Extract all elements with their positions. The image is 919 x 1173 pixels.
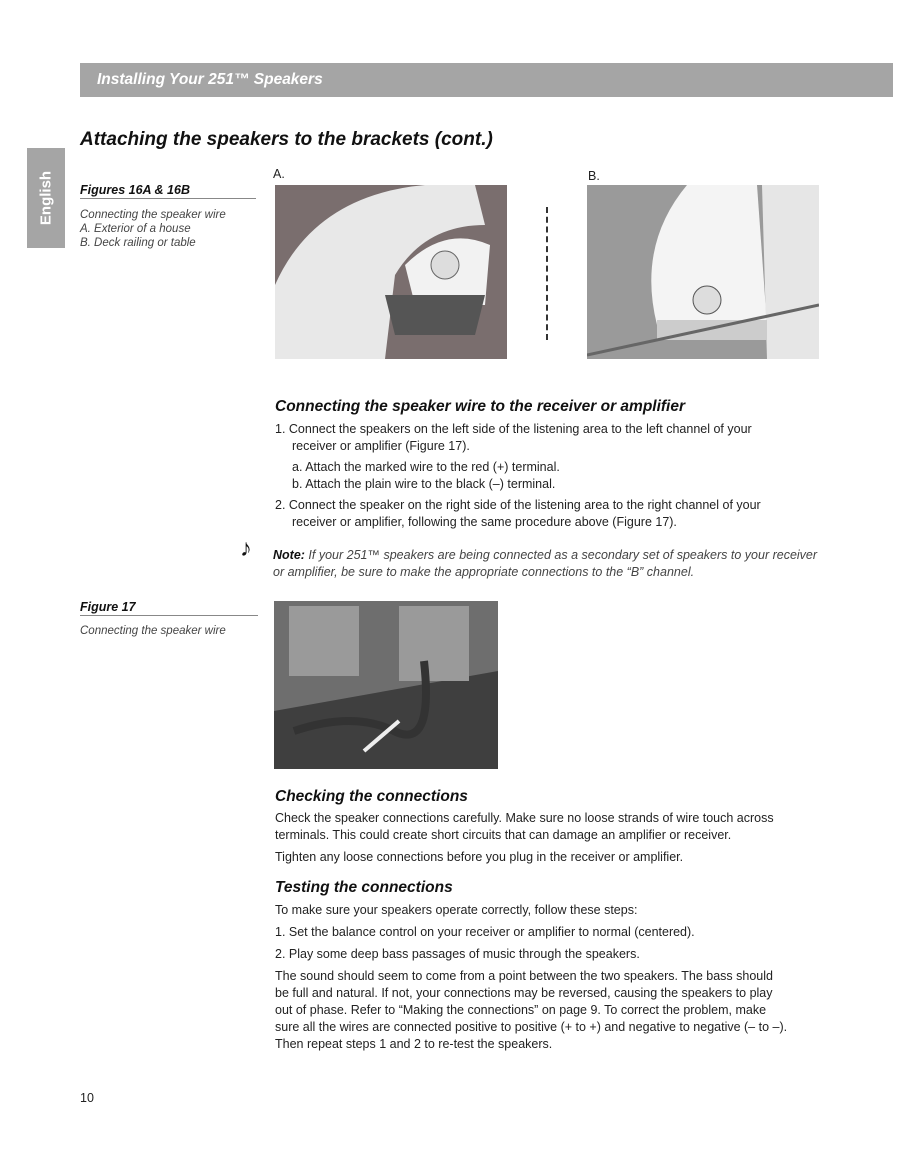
section-header xyxy=(80,63,893,97)
testing-heading: Testing the connections xyxy=(275,879,453,896)
note-text: or amplifier, be sure to make the appropriate connections to the “B” channel. xyxy=(273,565,695,579)
figure-16a-image xyxy=(275,185,507,359)
note-label: Note: xyxy=(273,548,305,562)
caption-line: Connecting the speaker wire xyxy=(80,209,226,221)
section-header-title: Installing Your 251™ Speakers xyxy=(97,71,323,88)
caption-line: B. Deck railing or table xyxy=(80,237,196,249)
language-tab-label: English xyxy=(37,170,55,226)
paragraph-line: be full and natural. If not, your connections may be reversed, causing the speakers to play xyxy=(275,986,773,1000)
substep: b. Attach the plain wire to the black (–) terminal. xyxy=(292,477,556,491)
step: 1. Set the balance control on your receiver or amplifier to normal (centered). xyxy=(275,925,695,939)
figure-17-image xyxy=(274,601,498,769)
paragraph-line: Then repeat steps 1 and 2 to re-test the speakers. xyxy=(275,1037,553,1051)
step: receiver or amplifier, following the same procedure above (Figure 17). xyxy=(292,515,677,529)
figure-16-caption xyxy=(80,208,226,250)
step: 2. Play some deep bass passages of music through the speakers. xyxy=(275,947,640,961)
music-note-icon: ♪ xyxy=(240,535,252,562)
step: 2. Connect the speaker on the right side of the listening area to the right channel of your xyxy=(275,498,761,512)
paragraph-line: Check the speaker connections carefully. Make sure no loose strands of wire touch across xyxy=(275,811,774,825)
paragraph: Tighten any loose connections before you plug in the receiver or amplifier. xyxy=(275,850,684,864)
figure-16b-image xyxy=(587,185,819,359)
caption-line: A. Exterior of a house xyxy=(80,223,191,235)
paragraph-line: out of phase. Refer to “Making the connections” on page 9. To correct the problem, make xyxy=(275,1003,767,1017)
language-tab xyxy=(27,148,65,248)
checking-heading: Checking the connections xyxy=(275,788,468,805)
page-title: Attaching the speakers to the brackets (cont.) xyxy=(80,129,493,150)
paragraph-line: terminals. This could create short circuits that can damage an amplifier or receiver. xyxy=(275,828,732,842)
note-text: If your 251™ speakers are being connected as a secondary set of speakers to your receiver xyxy=(304,548,818,562)
figure-divider xyxy=(546,207,548,340)
paragraph: To make sure your speakers operate correctly, follow these steps: xyxy=(275,903,638,917)
figure-17-title: Figure 17 xyxy=(80,600,258,616)
step: receiver or amplifier (Figure 17). xyxy=(292,439,470,453)
figure-16-title: Figures 16A & 16B xyxy=(80,183,256,199)
note xyxy=(273,547,817,581)
substep: a. Attach the marked wire to the red (+) terminal. xyxy=(292,460,560,474)
paragraph-line: The sound should seem to come from a point between the two speakers. The bass should xyxy=(275,969,773,983)
paragraph-line: sure all the wires are connected positive to positive (+ to +) and negative to negative (– to –). xyxy=(275,1020,788,1034)
step: 1. Connect the speakers on the left side of the listening area to the left channel of your xyxy=(275,422,752,436)
testing-body xyxy=(275,902,787,1053)
figure-17-caption: Connecting the speaker wire xyxy=(80,625,226,637)
connecting-steps xyxy=(275,421,761,531)
connecting-heading: Connecting the speaker wire to the receiver or amplifier xyxy=(275,398,686,415)
page-number: 10 xyxy=(80,1091,94,1105)
checking-body xyxy=(275,810,774,866)
figure-16a-label: A. xyxy=(273,167,285,181)
figure-16b-label: B. xyxy=(588,169,600,183)
